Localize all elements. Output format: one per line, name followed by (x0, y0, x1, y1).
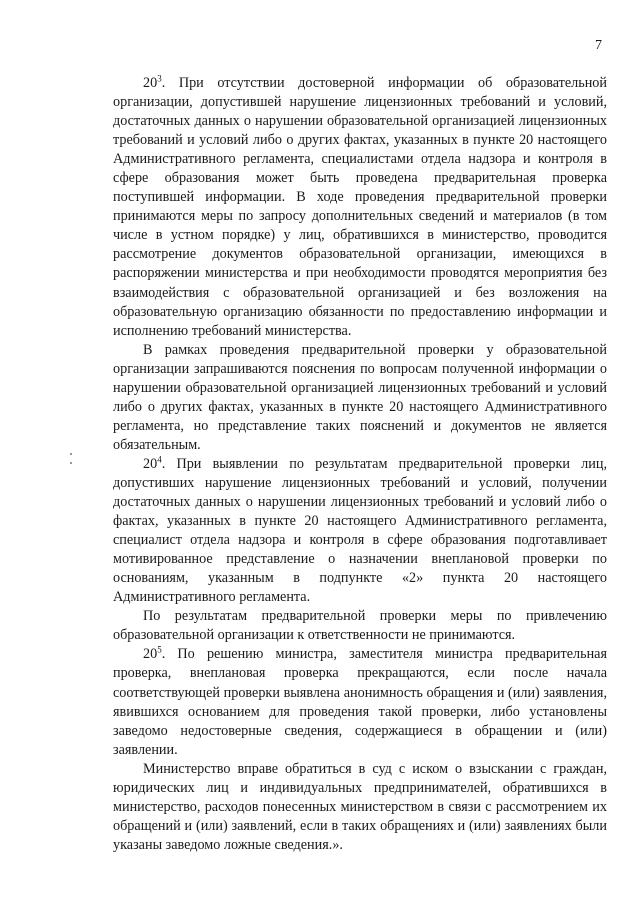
paragraph-number-superscript: 3 (157, 73, 162, 84)
page-number: 7 (595, 38, 602, 53)
paragraph-text: В рамках проведения предварительной проверки у образовательной организации запрашиваются пояснения по вопросам полученной информации о нарушении образовательной организацией лицензионных требований и условий либо о других фактах, указанных в пункте 20 настоящего Административного регламента, но представление таких пояснений и документов не является обязательным. (113, 341, 607, 453)
paragraph-20-5 (113, 645, 607, 759)
document-body (113, 74, 607, 855)
scan-artifact-dot (70, 453, 72, 455)
paragraph-number: 20 (143, 455, 158, 472)
paragraph-text: Министерство вправе обратиться в суд с иском о взыскании с граждан, юридических лиц и индивидуальных предпринимателей, обратившихся в министерство, расходов понесенных министерством в связи с рассмотрением их обращений и (или) заявлений, если в таких обращениях и (или) заявлениях были указаны заведомо ложные сведения.». (113, 760, 607, 853)
paragraph-text: . При отсутствии достоверной информации об образовательной организации, допустившей нарушение лицензионных требований и условий, достаточных данных о нарушении образовательной организацией лицензионных требований и условий либо о других фактах, указанных в пункте 20 настоящего Административного регламента, специалистами отдела надзора и контроля в сфере образования может быть проведена предварительная проверка поступившей информации. В ходе проведения предварительной проверки принимаются меры по запросу дополнительных сведений и материалов (в том числе в устном порядке) у лиц, обратившихся в министерство, проводится рассмотрение документов образовательной организации, имеющихся в распоряжении министерства и при необходимости проводятся мероприятия без взаимодействия с образовательной организацией и без возложения на образовательную организацию обязанности по предоставлению информации и исполнению требований министерства. (113, 75, 607, 339)
paragraph-number-superscript: 4 (157, 454, 162, 465)
paragraph-20-3 (113, 74, 607, 341)
scan-artifact-dot (70, 462, 72, 464)
paragraph-court-claim (113, 760, 607, 855)
paragraph-number: 20 (143, 75, 158, 91)
paragraph-20-4 (113, 455, 607, 607)
paragraph-number-superscript: 5 (157, 644, 162, 655)
paragraph-no-liability (113, 607, 607, 645)
paragraph-text: . По решению министра, заместителя министра предварительная проверка, внеплановая проверка прекращаются, если после начала соответствующей проверки выявлена анонимность обращения и (или) заявления, явившихся основанием для проведения такой проверки, либо установлены заведомо недостоверные сведения, содержащиеся в обращении и (или) заявлении. (113, 646, 607, 758)
paragraph-preliminary-check-explanations (113, 341, 607, 455)
paragraph-text: . При выявлении по результатам предварительной проверки лиц, допустивших нарушение лицензионных требований и условий, получении достаточных данных о нарушении лицензионных требований и условий либо о фактах, указанных в пункте 20 настоящего Административного регламента, специалист отдела надзора и контроля в сфере образования подготавливает мотивированное представление о назначении внеплановой проверки по основаниям, указанным в подпункте «2» пункта 20 настоящего Административного регламента. (113, 455, 607, 606)
paragraph-text: По результатам предварительной проверки меры по привлечению образовательной организации к ответственности не принимаются. (113, 608, 607, 644)
paragraph-number: 20 (143, 646, 158, 663)
